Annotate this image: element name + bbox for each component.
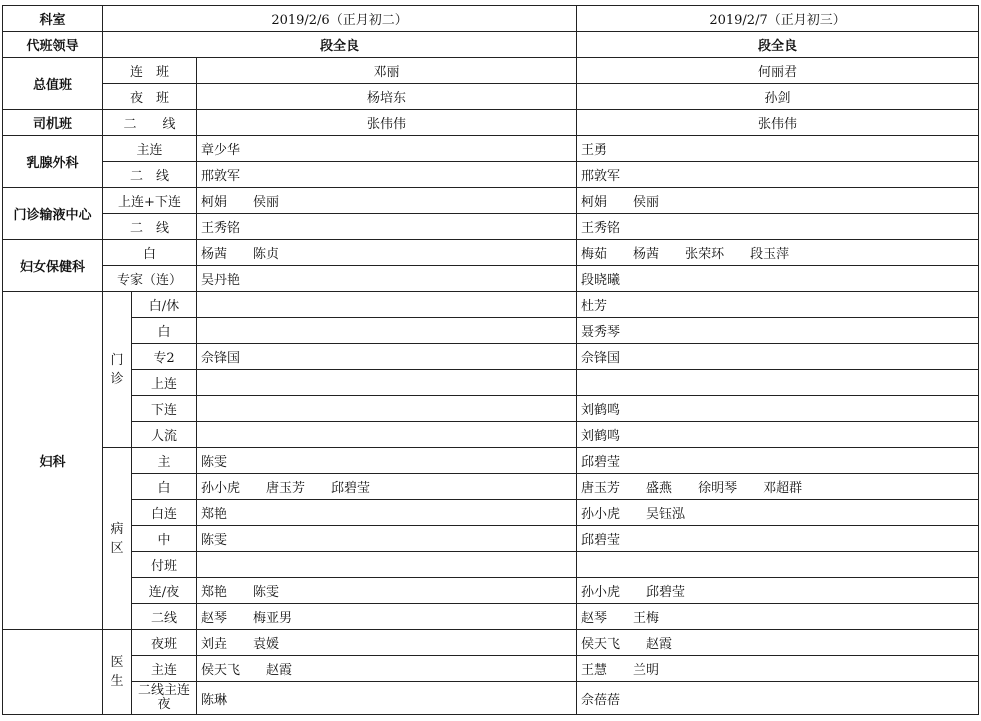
date1-header: 2019/2/6（正月初二） [103,6,577,32]
gyn-clinic-row-4 [3,370,979,396]
staff-name: 梅茹 [581,247,608,262]
day1-cell: 章少华 [197,136,577,162]
date2-header: 2019/2/7（正月初三） [577,6,979,32]
staff-name: 邱碧莹 [581,533,621,548]
zongzhi-name: 总值班 [3,58,103,110]
day2-cell [577,188,979,214]
staff-name: 徐明琴 [698,481,738,496]
label-char: 区 [110,540,124,556]
shift-cell: 专家（连） [103,266,197,292]
shift-cell: 夜 班 [103,84,197,110]
womens-name: 妇女保健科 [3,240,103,292]
day1-cell [197,630,577,656]
staff-name: 佘锋国 [581,351,621,366]
staff-name: 邱碧莹 [646,585,686,600]
shift-cell: 白连 [132,500,197,526]
day2-cell [577,656,979,682]
day1-cell [197,344,577,370]
shift-cell: 白/休 [132,292,197,318]
leader-row [3,32,979,58]
shift-cell: 二 线 [103,214,197,240]
shift-cell: 白 [132,318,197,344]
day1-cell [197,552,577,578]
staff-name: 陈雯 [253,585,280,600]
label-char: 医 [110,655,124,670]
staff-name: 赵琴 [201,611,228,626]
day1-cell: 张伟伟 [197,110,577,136]
day2-cell [577,318,979,344]
day2-cell [577,630,979,656]
day2-cell: 张伟伟 [577,110,979,136]
shift-cell: 上连 [132,370,197,396]
staff-name: 赵霞 [266,663,293,678]
day1-cell [197,682,577,715]
shift-cell: 连 班 [103,58,197,84]
shift-cell: 专2 [132,344,197,370]
staff-name: 杨茜 [201,247,228,262]
staff-name: 袁媛 [253,637,280,652]
shift-cell: 二 线 [103,110,197,136]
shift-cell: 付班 [132,552,197,578]
staff-name: 吴丹艳 [201,273,241,288]
shift-cell: 上连+下连 [103,188,197,214]
day2-cell [577,292,979,318]
duty-roster-table [2,5,979,715]
day1-cell [197,604,577,630]
header-row [3,6,979,32]
staff-name: 陈贞 [253,247,280,262]
leader-label: 代班领导 [3,32,103,58]
gyn-ward-row-7 [3,604,979,630]
gyn-clinic-row-2 [3,318,979,344]
shift-cell: 夜班 [132,630,197,656]
shift-cell: 主连 [103,136,197,162]
day1-cell [197,656,577,682]
day1-cell [197,188,577,214]
staff-name: 王秀铭 [201,221,241,236]
gyn-ward-row-1 [3,448,979,474]
infusion-row-2 [3,214,979,240]
day1-cell [197,474,577,500]
day1-cell: 邢敦军 [197,162,577,188]
day2-cell [577,240,979,266]
shift-cell: 主 [132,448,197,474]
gyn-ward-row-4 [3,526,979,552]
leader-day1: 段全良 [103,32,577,58]
gyn-clinic-row-5 [3,396,979,422]
gyn-clinic-row-6 [3,422,979,448]
day2-cell: 何丽君 [577,58,979,84]
staff-name: 赵霞 [646,637,673,652]
gyn-ward-label [103,448,132,630]
shift-cell: 二线 [132,604,197,630]
gyn-clinic-row-3 [3,344,979,370]
staff-name: 聂秀琴 [581,325,621,340]
day2-cell [577,474,979,500]
gyn-ward-row-6 [3,578,979,604]
label-char: 病 [110,521,124,537]
day2-cell [577,370,979,396]
day1-cell [197,370,577,396]
staff-name: 孙小虎 [201,481,241,496]
staff-name: 盛燕 [646,481,673,496]
day1-cell [197,292,577,318]
staff-name: 邓超群 [763,481,803,496]
next-doctor-row-1 [3,630,979,656]
shift-cell: 下连 [132,396,197,422]
staff-name: 邱碧莹 [581,455,621,470]
next-dept-name [3,630,103,715]
staff-name: 郑艳 [201,585,228,600]
shift-cell: 人流 [132,422,197,448]
staff-name: 杨茜 [633,247,660,262]
shift-line: 二线主连 [137,683,190,698]
gyn-name: 妇科 [3,292,103,630]
staff-name: 刘垚 [201,637,228,652]
staff-name: 孙小虎 [581,507,621,522]
day2-cell [577,552,979,578]
driver-name: 司机班 [3,110,103,136]
gyn-ward-row-2 [3,474,979,500]
staff-name: 段玉萍 [750,247,790,262]
gyn-ward-row-5 [3,552,979,578]
day1-cell [197,318,577,344]
day1-cell [197,266,577,292]
day2-cell [577,266,979,292]
day2-cell: 王勇 [577,136,979,162]
label-char: 诊 [110,371,124,387]
day1-cell [197,526,577,552]
day1-cell [197,500,577,526]
day1-cell [197,240,577,266]
staff-name: 唐玉芳 [266,481,306,496]
shift-cell: 中 [132,526,197,552]
staff-name: 孙小虎 [581,585,621,600]
staff-name: 陈琳 [201,692,228,708]
gyn-clinic-row-1 [3,292,979,318]
day2-cell [577,682,979,715]
day2-cell [577,214,979,240]
day2-cell [577,448,979,474]
staff-name: 侯天飞 [201,663,241,678]
shift-cell: 白 [103,240,197,266]
staff-name: 刘鹤鸣 [581,429,621,444]
infusion-row-1 [3,188,979,214]
staff-name: 唐玉芳 [581,481,621,496]
staff-name: 梅亚男 [253,611,293,626]
infusion-name: 门诊输液中心 [3,188,103,240]
staff-name: 柯娟 [201,195,228,210]
zongzhi-row-2 [3,84,979,110]
breast-row-2 [3,162,979,188]
staff-name: 邱碧莹 [331,481,371,496]
womens-row-2 [3,266,979,292]
next-doctor-row-3 [3,682,979,715]
shift-cell: 主连 [132,656,197,682]
staff-name: 陈雯 [201,455,228,470]
driver-row [3,110,979,136]
day2-cell [577,526,979,552]
staff-name: 吴钰泓 [646,507,686,522]
day2-cell [577,422,979,448]
staff-name: 陈雯 [201,533,228,548]
day2-cell [577,604,979,630]
staff-name: 郑艳 [201,507,228,522]
gyn-clinic-label [103,292,132,448]
womens-row-1 [3,240,979,266]
staff-name: 佘蓓蓓 [581,692,621,708]
day1-cell [197,578,577,604]
dept-header: 科室 [3,6,103,32]
day2-cell [577,344,979,370]
staff-name: 佘锋国 [201,351,241,366]
day2-cell: 孙剑 [577,84,979,110]
staff-name: 刘鹤鸣 [581,403,621,418]
next-doctor-row-2 [3,656,979,682]
day1-cell [197,448,577,474]
day1-cell: 邓丽 [197,58,577,84]
shift-cell: 二 线 [103,162,197,188]
breast-name: 乳腺外科 [3,136,103,188]
staff-name: 侯丽 [633,195,660,210]
staff-name: 兰明 [633,663,660,678]
shift-cell [132,682,197,715]
staff-name: 侯天飞 [581,637,621,652]
staff-name: 柯娟 [581,195,608,210]
shift-cell: 连/夜 [132,578,197,604]
day2-cell [577,500,979,526]
staff-name: 王慧 [581,663,608,678]
label-char: 门 [110,352,124,368]
day1-cell [197,214,577,240]
staff-name: 王秀铭 [581,221,621,236]
breast-row-1 [3,136,979,162]
day1-cell: 杨培东 [197,84,577,110]
zongzhi-row-1 [3,58,979,84]
gyn-ward-row-3 [3,500,979,526]
day1-cell [197,396,577,422]
day2-cell [577,396,979,422]
staff-name: 张荣环 [685,247,725,262]
day2-cell [577,578,979,604]
doctor-label [103,630,132,715]
staff-name: 赵琴 [581,611,608,626]
staff-name: 杜芳 [581,299,608,314]
staff-name: 段晓曦 [581,273,621,288]
staff-name: 侯丽 [253,195,280,210]
shift-cell: 白 [132,474,197,500]
day2-cell: 邢敦军 [577,162,979,188]
label-char: 生 [110,674,124,689]
shift-line: 夜 [157,697,171,712]
leader-day2: 段全良 [577,32,979,58]
staff-name: 王梅 [633,611,660,626]
day1-cell [197,422,577,448]
